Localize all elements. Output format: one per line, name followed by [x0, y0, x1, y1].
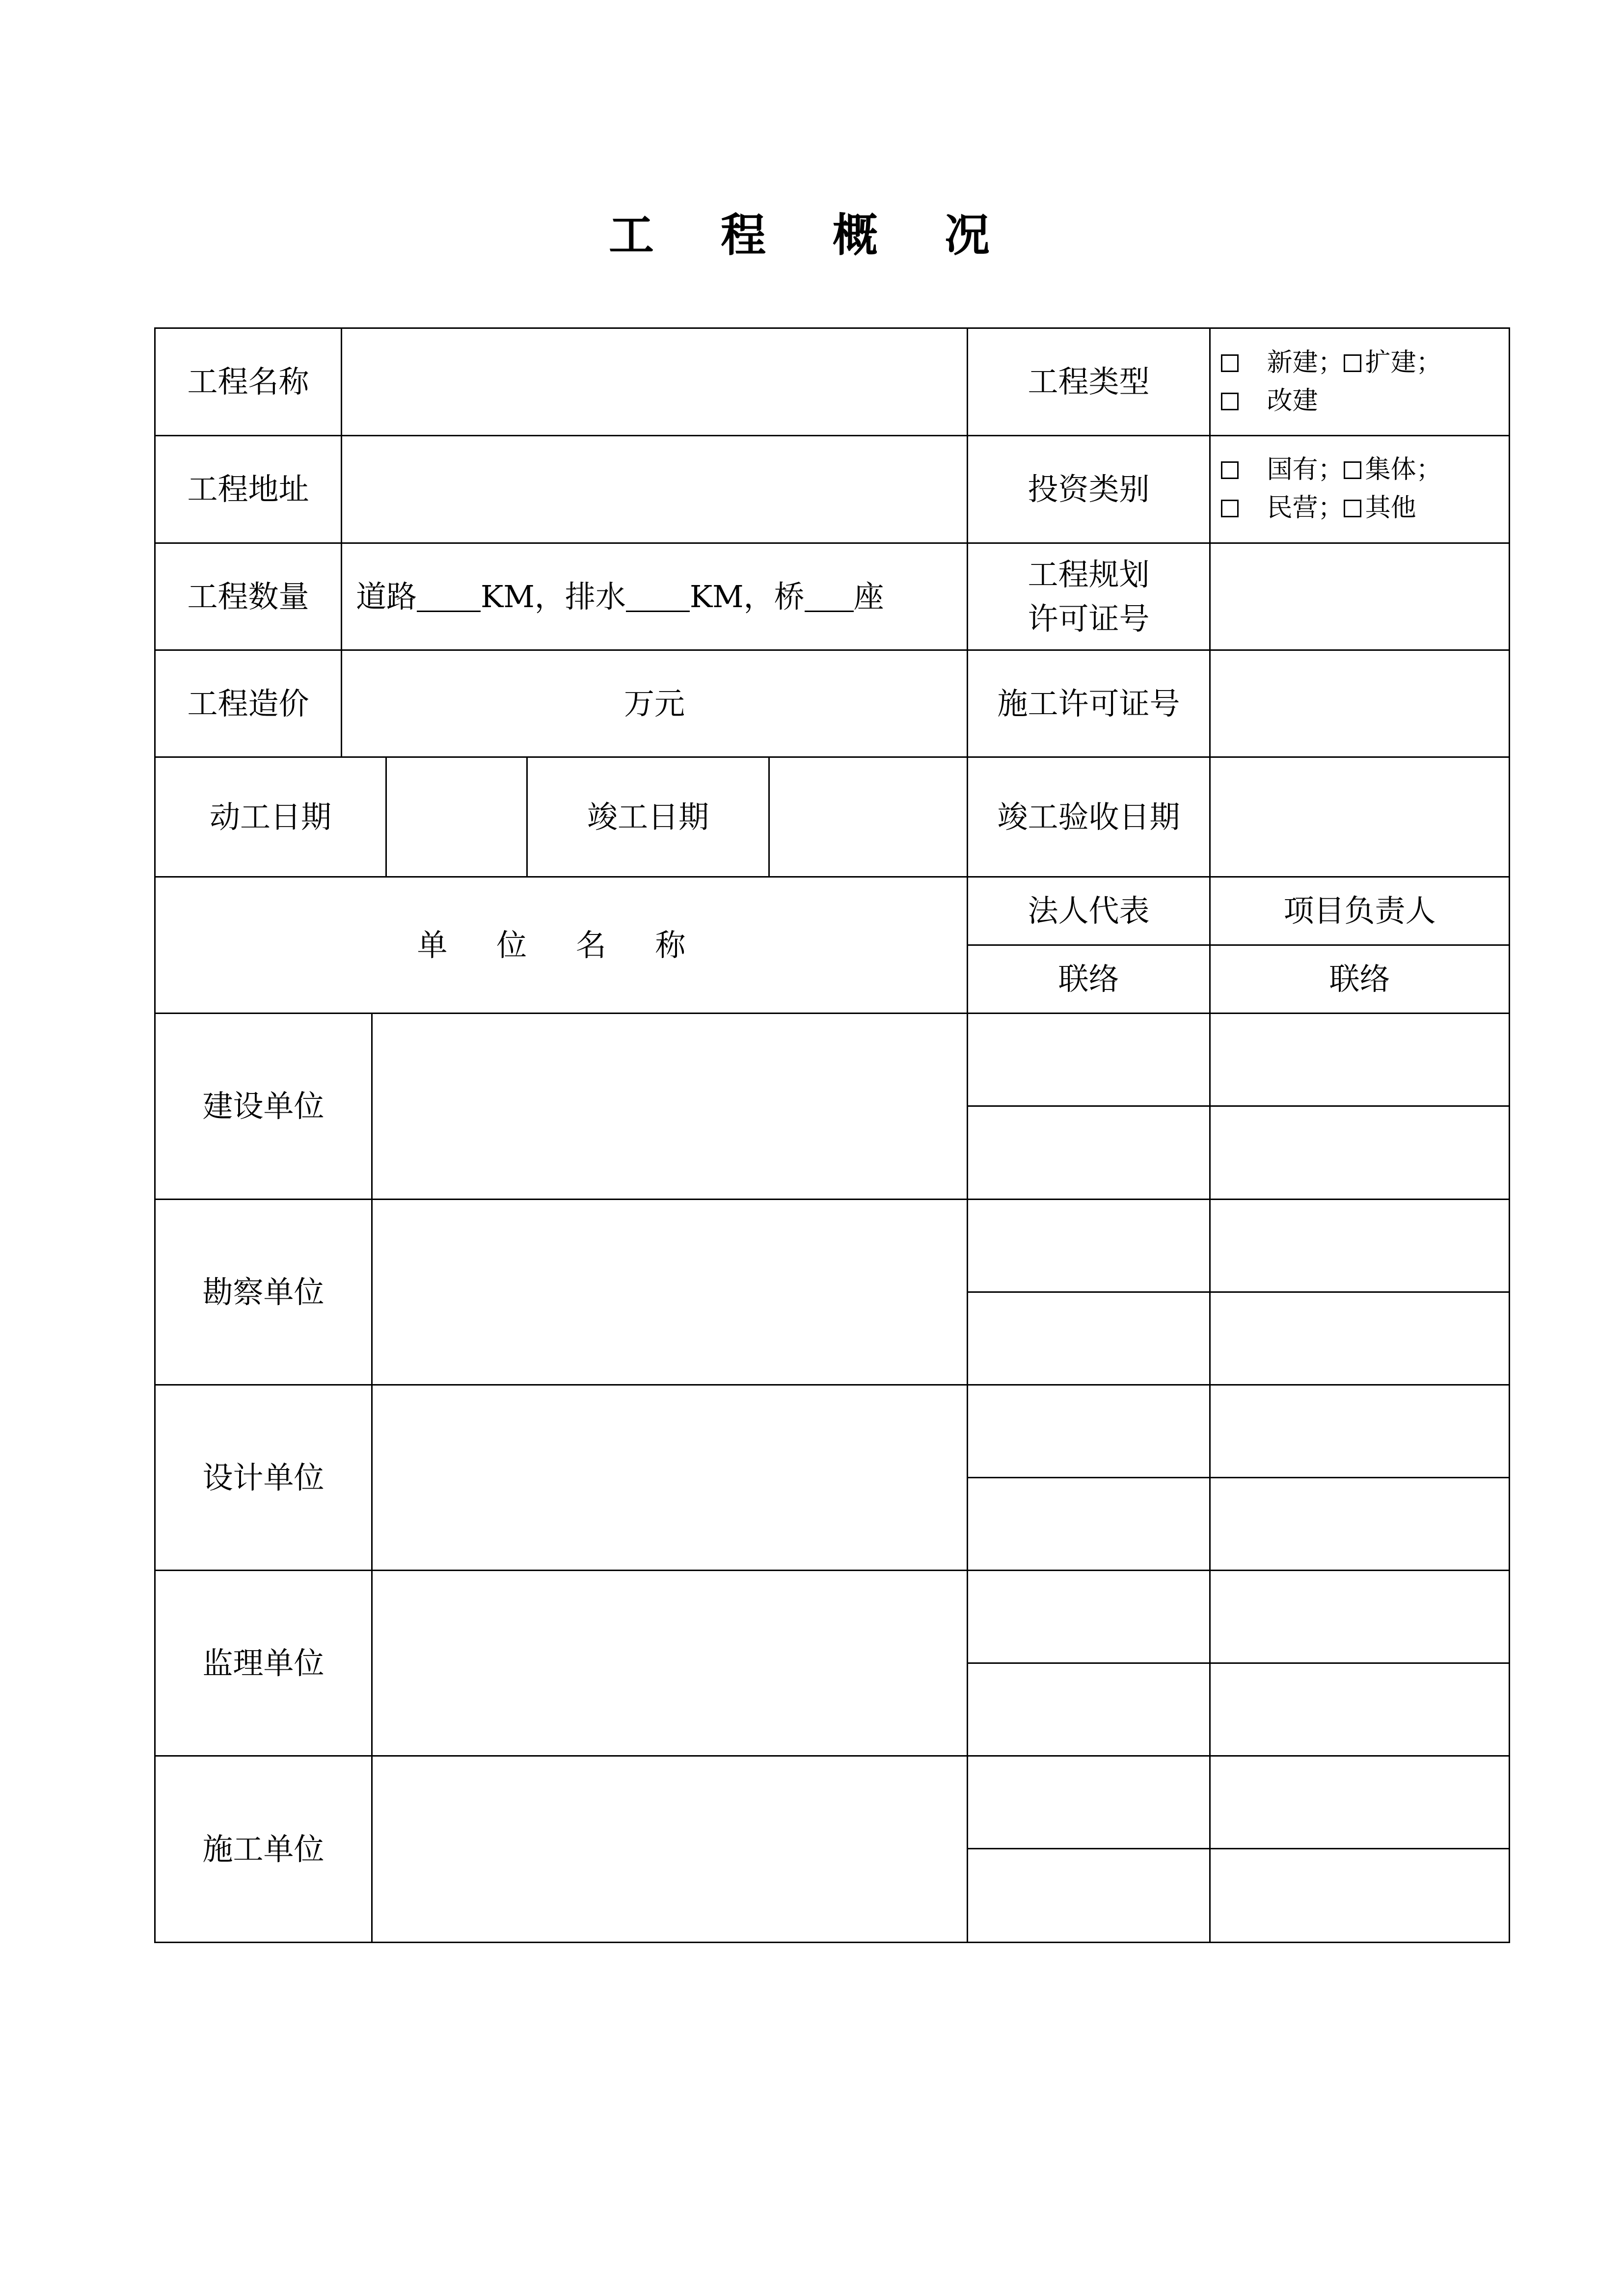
row-divider — [967, 1291, 1509, 1293]
project-address-label: 工程地址 — [187, 471, 309, 507]
legal-rep-header: 法人代表 — [1028, 893, 1150, 929]
contact-header-1: 联络 — [1058, 961, 1119, 997]
row-divider — [967, 1848, 1509, 1849]
option-private-label: 民营； — [1267, 493, 1344, 523]
finish-date-field[interactable] — [770, 758, 967, 876]
checkbox-new[interactable] — [1221, 354, 1239, 372]
bridge-count-blank[interactable] — [805, 581, 854, 612]
acceptance-date-field[interactable] — [1211, 758, 1509, 876]
finish-date-label: 竣工日期 — [587, 799, 709, 835]
investment-options-line2 — [1221, 489, 1416, 527]
option-expand-label: 扩建； — [1365, 348, 1442, 377]
checkbox-other[interactable] — [1344, 500, 1361, 517]
project-lead-header: 项目负责人 — [1283, 893, 1436, 929]
page-title: 工 程 概 况 — [608, 209, 1016, 262]
unit-name-field-design[interactable] — [373, 1386, 967, 1570]
checkbox-expand[interactable] — [1344, 354, 1361, 372]
cost-unit-label: 万元 — [623, 685, 685, 721]
unit-name-field-contractor[interactable] — [373, 1757, 967, 1942]
unit-label-contractor: 施工单位 — [202, 1831, 325, 1867]
project-quantity-label: 工程数量 — [187, 578, 309, 614]
unit-label-construction: 建设单位 — [202, 1088, 325, 1124]
unit-name-field-survey[interactable] — [373, 1200, 967, 1384]
checkbox-collective[interactable] — [1344, 461, 1361, 479]
unit-label-design: 设计单位 — [202, 1459, 325, 1495]
construction-permit-field[interactable] — [1211, 651, 1509, 756]
road-label: 道路 — [356, 578, 417, 614]
seat-unit-label: 座 — [853, 578, 884, 614]
checkbox-private[interactable] — [1221, 500, 1239, 517]
construction-permit-label: 施工许可证号 — [997, 685, 1180, 721]
drainage-km-blank[interactable] — [626, 581, 690, 612]
project-type-label: 工程类型 — [1028, 364, 1150, 400]
checkbox-renovate[interactable] — [1221, 393, 1239, 410]
unit-label-survey: 勘察单位 — [202, 1274, 325, 1310]
project-name-field[interactable] — [342, 329, 967, 435]
contact-header-2: 联络 — [1329, 961, 1390, 997]
unit-label-supervision: 监理单位 — [202, 1645, 325, 1681]
acceptance-date-label: 竣工验收日期 — [997, 799, 1180, 835]
planning-permit-label-line2: 许可证号 — [1028, 600, 1150, 637]
unit-name-field-supervision[interactable] — [373, 1571, 967, 1755]
investment-type-label: 投资类别 — [1028, 471, 1150, 507]
row-divider — [967, 1105, 1509, 1107]
planning-permit-label — [968, 544, 1209, 649]
row-divider — [967, 1477, 1509, 1478]
planning-permit-label-line1: 工程规划 — [1028, 556, 1150, 592]
option-state-owned-label: 国有； — [1267, 455, 1344, 484]
project-quantity-field — [342, 544, 967, 649]
planning-permit-field[interactable] — [1211, 544, 1509, 649]
project-cost-field[interactable] — [342, 651, 967, 756]
start-date-label: 动工日期 — [209, 799, 331, 835]
project-type-options-line2 — [1221, 382, 1318, 420]
unit-name-header: 单 位 名 称 — [417, 927, 705, 963]
project-cost-label: 工程造价 — [187, 685, 309, 721]
unit-name-field-construction[interactable] — [373, 1014, 967, 1199]
project-address-field[interactable] — [342, 436, 967, 542]
road-km-blank[interactable] — [417, 581, 481, 612]
row-divider — [967, 1662, 1509, 1664]
bridge-label: KM，桥 — [689, 578, 805, 614]
start-date-field[interactable] — [387, 758, 526, 876]
drainage-label: KM，排水 — [481, 578, 626, 614]
option-other-label: 其他 — [1365, 493, 1416, 523]
project-name-label: 工程名称 — [187, 364, 309, 400]
investment-options-line1 — [1221, 451, 1442, 489]
project-type-options-line1 — [1221, 344, 1442, 382]
checkbox-state-owned[interactable] — [1221, 461, 1239, 479]
option-renovate-label: 改建 — [1267, 386, 1318, 416]
option-collective-label: 集体； — [1365, 455, 1442, 484]
project-overview-form — [154, 327, 1510, 1943]
option-new-label: 新建； — [1267, 348, 1344, 377]
